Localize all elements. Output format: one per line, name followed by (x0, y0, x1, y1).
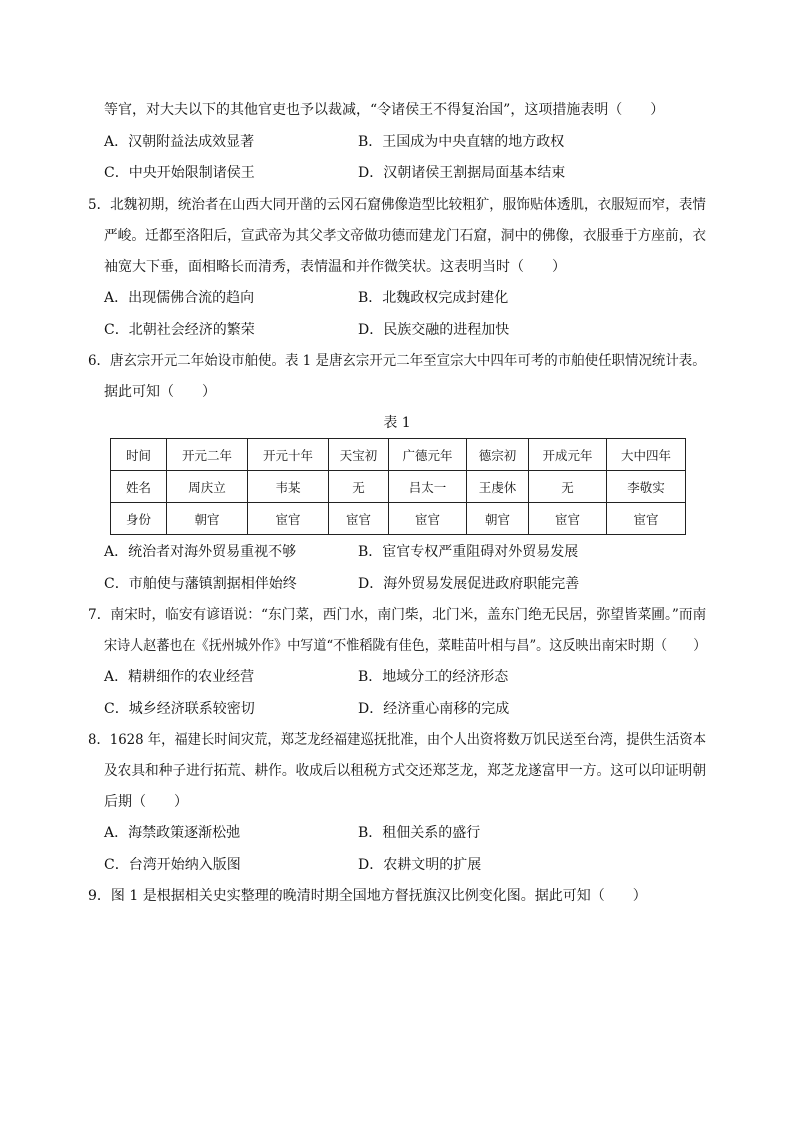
q5-option-c[interactable]: C．北朝社会经济的繁荣 (104, 322, 255, 338)
q7-option-c[interactable]: C．城乡经济联系较密切 (104, 701, 255, 717)
q8-option-c[interactable]: C．台湾开始纳入版图 (104, 857, 241, 873)
table-cell: 宦官 (248, 503, 329, 535)
table-cell: 宦官 (529, 503, 607, 535)
table-row (111, 439, 686, 471)
q7-stem-line1: 7．南宋时，临安有谚语说：“东门菜，西门水，南门柴，北门米，盖东门绝无民居，弥望皆菜圃。”而南 (88, 607, 707, 623)
table-cell: 开元二年 (167, 439, 248, 471)
table-cell: 身份 (111, 503, 167, 535)
q8-stem-line2: 及农具和种子进行拓荒、耕作。收成后以租税方式交还郑芝龙，郑芝龙遂富甲一方。这可以印证明朝 (104, 763, 706, 779)
table-cell: 无 (529, 471, 607, 503)
q8-stem-line3: 后期（ ） (104, 794, 188, 810)
table-cell: 德宗初 (467, 439, 529, 471)
table-cell: 韦某 (248, 471, 329, 503)
q6-option-b[interactable]: B．宦官专权严重阻碍对外贸易发展 (358, 544, 579, 560)
table-cell: 无 (329, 471, 389, 503)
table-cell: 天宝初 (329, 439, 389, 471)
q5-stem-line2: 严峻。迁都至洛阳后，宣武帝为其父孝文帝做功德而建龙门石窟，洞中的佛像，衣服垂于方座前，衣 (104, 228, 706, 244)
table-cell: 广德元年 (389, 439, 467, 471)
q8-stem-line1: 8．1628 年，福建长时间灾荒，郑芝龙经福建巡抚批准，由个人出资将数万饥民送至台湾，提供生活资本 (88, 732, 706, 748)
q5-stem-line1: 5．北魏初期，统治者在山西大同开凿的云冈石窟佛像造型比较粗犷，服饰贴体透肌，衣服短而窄，表情 (88, 197, 706, 213)
q6-option-c[interactable]: C．市舶使与藩镇割据相伴始终 (104, 576, 297, 592)
table-cell: 开成元年 (529, 439, 607, 471)
table-row (111, 471, 686, 503)
q6-stem-line1: 6．唐玄宗开元二年始设市舶使。表 1 是唐玄宗开元二年至宣宗大中四年可考的市舶使任职情况统计表。 (88, 353, 706, 369)
table-cell: 朝官 (167, 503, 248, 535)
q8-option-d[interactable]: D．农耕文明的扩展 (358, 857, 482, 873)
table-row (111, 503, 686, 535)
q7-option-b[interactable]: B．地域分工的经济形态 (358, 669, 509, 685)
q7-option-a[interactable]: A．精耕细作的农业经营 (104, 669, 255, 685)
table-caption: 表 1 (383, 415, 411, 431)
q4-option-a[interactable]: A．汉朝附益法成效显著 (104, 134, 255, 150)
table-cell: 李敬实 (607, 471, 686, 503)
table-cell: 周庆立 (167, 471, 248, 503)
q4-stem: 等官，对大夫以下的其他官吏也予以裁减，“令诸侯王不得复治国”，这项措施表明（ ） (104, 102, 665, 118)
table-cell: 姓名 (111, 471, 167, 503)
table-cell: 王虔休 (467, 471, 529, 503)
q8-option-a[interactable]: A．海禁政策逐渐松弛 (104, 825, 241, 841)
q5-option-b[interactable]: B．北魏政权完成封建化 (358, 290, 509, 306)
table-cell: 吕太一 (389, 471, 467, 503)
table-cell: 朝官 (467, 503, 529, 535)
q7-stem-line2: 宋诗人赵蕃也在《抚州城外作》中写道“不惟稻陇有佳色，菜畦苗叶相与昌”。这反映出南宋时期（ ） (104, 638, 707, 654)
q4-option-b[interactable]: B．王国成为中央直辖的地方政权 (358, 134, 565, 150)
shibo-officials-table (110, 438, 686, 535)
table-cell: 时间 (111, 439, 167, 471)
q6-option-d[interactable]: D．海外贸易发展促进政府职能完善 (358, 576, 580, 592)
table-cell: 宦官 (607, 503, 686, 535)
q4-option-d[interactable]: D．汉朝诸侯王割据局面基本结束 (358, 165, 566, 181)
q6-stem-line2: 据此可知（ ） (104, 384, 216, 400)
q5-stem-line3: 袖宽大下垂，面相略长而清秀，表情温和并作微笑状。这表明当时（ ） (104, 259, 566, 275)
q7-option-d[interactable]: D．经济重心南移的完成 (358, 701, 510, 717)
table-cell: 大中四年 (607, 439, 686, 471)
q6-option-a[interactable]: A．统治者对海外贸易重视不够 (104, 544, 297, 560)
q9-stem-line1: 9．图 1 是根据相关史实整理的晚清时期全国地方督抚旗汉比例变化图。据此可知（ ） (88, 888, 647, 904)
table-cell: 宦官 (389, 503, 467, 535)
table-cell: 宦官 (329, 503, 389, 535)
q8-option-b[interactable]: B．租佃关系的盛行 (358, 825, 481, 841)
table-cell: 开元十年 (248, 439, 329, 471)
q4-option-c[interactable]: C．中央开始限制诸侯王 (104, 165, 255, 181)
q5-option-d[interactable]: D．民族交融的进程加快 (358, 322, 510, 338)
q5-option-a[interactable]: A．出现儒佛合流的趋向 (104, 290, 255, 306)
